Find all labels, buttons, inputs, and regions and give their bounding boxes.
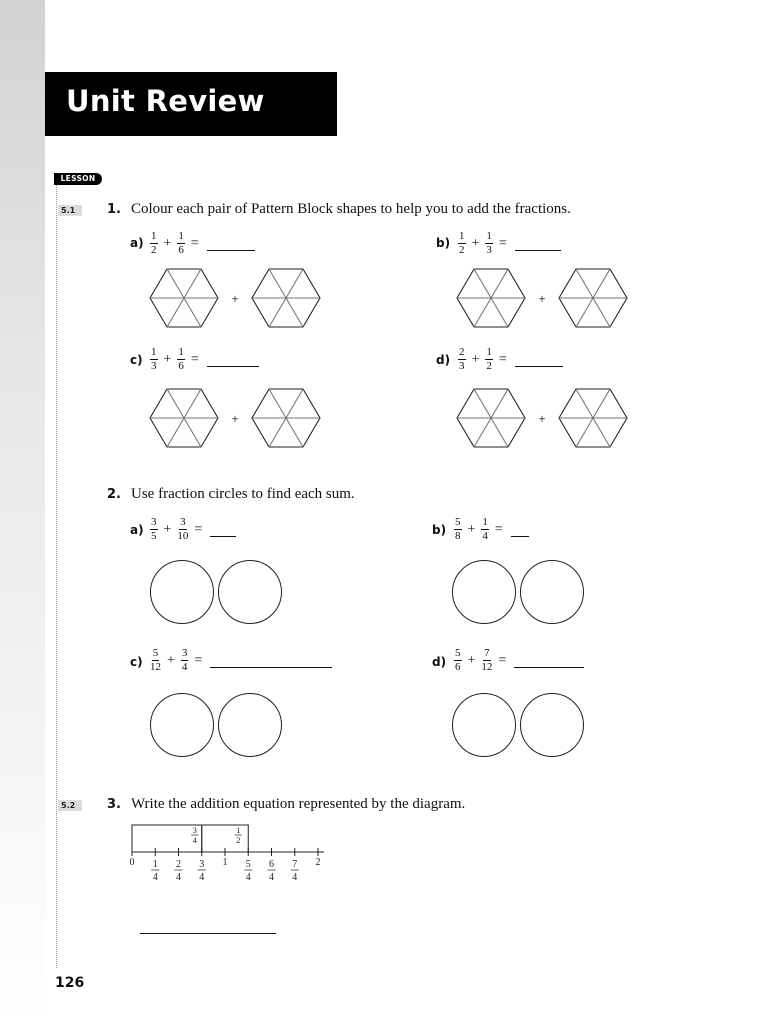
- q1-part-c-equation: $\frac{1}{3}$ + $\frac{1}{6}$ =: [148, 347, 259, 372]
- q2-part-a-equation: $\frac{3}{5}$ + $\frac{3}{10}$ =: [148, 517, 236, 542]
- tick-label: [151, 859, 159, 883]
- fraction: $\frac{1}{3}$: [486, 230, 492, 256]
- tick-label: [291, 859, 299, 883]
- tick-label-numerator: 3: [199, 859, 205, 870]
- answer-blank[interactable]: [207, 352, 259, 367]
- tick-label: 1: [222, 857, 228, 868]
- tick-label: 2: [315, 857, 321, 868]
- fraction: $\frac{5}{6}$: [455, 647, 461, 673]
- question-3-text: Write the addition equation represented by the diagram.: [131, 796, 466, 812]
- bar-label-numerator: 1: [236, 825, 241, 835]
- fraction: $\frac{3}{4}$: [181, 647, 188, 673]
- fraction: $\frac{3}{10}$: [177, 516, 189, 542]
- margin-dotted-rule: [56, 178, 57, 968]
- q1-part-d-equation: $\frac{2}{3}$ + $\frac{1}{2}$ =: [456, 347, 563, 372]
- q1-part-c-label: c): [130, 353, 143, 367]
- addend-bar-2: [202, 825, 249, 852]
- fraction: $\frac{1}{6}$: [178, 346, 184, 372]
- plus-sign: +: [231, 411, 239, 426]
- tick-label-denominator: 4: [152, 872, 158, 883]
- tick-label-numerator: 2: [176, 859, 181, 870]
- fraction-circle[interactable]: [218, 560, 282, 624]
- answer-blank[interactable]: [511, 522, 529, 537]
- fraction: $\frac{7}{12}$: [481, 647, 493, 673]
- bar-label-1: [191, 825, 198, 845]
- q1-part-a-hexagon-pair[interactable]: [146, 266, 328, 334]
- page-number: 126: [55, 975, 85, 991]
- number-line-diagram: [118, 822, 518, 884]
- fraction: $\frac{1}{2}$: [486, 346, 492, 372]
- lesson-badge: LESSON: [54, 173, 102, 185]
- fraction: $\frac{1}{6}$: [178, 230, 184, 256]
- tick-label-numerator: 5: [245, 859, 251, 870]
- tick-label: 0: [129, 857, 135, 868]
- q2-part-d-equation: $\frac{5}{6}$ + $\frac{7}{12}$ =: [452, 648, 584, 673]
- plus-sign: +: [231, 291, 239, 306]
- fraction: $\frac{5}{8}$: [455, 516, 461, 542]
- q2-part-c-equation: $\frac{5}{12}$ + $\frac{3}{4}$ =: [148, 648, 332, 673]
- tick-label-numerator: 6: [269, 859, 274, 870]
- answer-blank[interactable]: [207, 236, 255, 251]
- fraction-circle[interactable]: [150, 693, 214, 757]
- lesson-number-5-1: 5.1: [58, 205, 82, 216]
- tick-label: [244, 859, 252, 883]
- fraction: $\frac{1}{4}$: [482, 516, 488, 542]
- plus-sign: +: [538, 411, 546, 426]
- tick-label-denominator: 4: [292, 872, 298, 883]
- fraction: $\frac{1}{3}$: [151, 346, 157, 372]
- tick-label: [175, 859, 183, 883]
- question-1-number: 1.: [107, 202, 121, 217]
- fraction-circle[interactable]: [150, 560, 214, 624]
- question-2-text: Use fraction circles to find each sum.: [131, 486, 355, 502]
- fraction: $\frac{5}{12}$: [150, 647, 161, 673]
- fraction: $\frac{2}{3}$: [459, 346, 465, 372]
- q2-part-d-label: d): [432, 655, 447, 669]
- q1-part-a-equation: $\frac{1}{2}$ + $\frac{1}{6}$ =: [148, 231, 255, 256]
- tick-label: [268, 859, 276, 883]
- fraction-circle[interactable]: [452, 560, 516, 624]
- answer-line[interactable]: [140, 933, 276, 934]
- fraction-circle[interactable]: [452, 693, 516, 757]
- tick-label-denominator: 4: [176, 872, 181, 883]
- page-margin-band: [0, 0, 45, 1024]
- q2-part-b-equation: $\frac{5}{8}$ + $\frac{1}{4}$ =: [452, 517, 529, 542]
- bar-label-denominator: 4: [192, 835, 197, 845]
- page-title: Unit Review: [66, 84, 265, 118]
- q1-part-b-label: b): [436, 236, 451, 250]
- q2-part-b-label: b): [432, 523, 447, 537]
- q1-part-b-hexagon-pair[interactable]: [453, 266, 635, 334]
- answer-blank[interactable]: [210, 653, 332, 668]
- bar-label-2: [235, 825, 242, 845]
- bar-label-numerator: 3: [192, 825, 197, 835]
- bar-label-denominator: 2: [236, 835, 241, 845]
- tick-label-denominator: 4: [199, 872, 205, 883]
- question-2-number: 2.: [107, 487, 121, 502]
- tick-label: [198, 859, 206, 883]
- tick-label-numerator: 1: [152, 859, 158, 870]
- question-1-text: Colour each pair of Pattern Block shapes to help you to add the fractions.: [131, 201, 571, 217]
- answer-blank[interactable]: [210, 522, 236, 537]
- tick-label-numerator: 7: [292, 859, 298, 870]
- answer-blank[interactable]: [514, 653, 584, 668]
- q1-part-d-hexagon-pair[interactable]: [453, 386, 635, 454]
- fraction: $\frac{1}{2}$: [151, 230, 157, 256]
- fraction-circle[interactable]: [520, 560, 584, 624]
- q2-part-c-label: c): [130, 655, 143, 669]
- question-3-number: 3.: [107, 797, 121, 812]
- plus-sign: +: [538, 291, 546, 306]
- answer-blank[interactable]: [515, 236, 561, 251]
- q1-part-c-hexagon-pair[interactable]: [146, 386, 328, 454]
- fraction: $\frac{3}{5}$: [151, 516, 157, 542]
- lesson-number-5-2: 5.2: [58, 800, 82, 811]
- fraction-circle[interactable]: [218, 693, 282, 757]
- fraction: $\frac{1}{2}$: [459, 230, 465, 256]
- fraction-circle[interactable]: [520, 693, 584, 757]
- q1-part-b-equation: $\frac{1}{2}$ + $\frac{1}{3}$ =: [456, 231, 561, 256]
- addend-bar-1: [132, 825, 202, 852]
- answer-blank[interactable]: [515, 352, 563, 367]
- tick-label-denominator: 4: [269, 872, 274, 883]
- q2-part-a-label: a): [130, 523, 144, 537]
- tick-label-denominator: 4: [245, 872, 251, 883]
- q1-part-d-label: d): [436, 353, 451, 367]
- q1-part-a-label: a): [130, 236, 144, 250]
